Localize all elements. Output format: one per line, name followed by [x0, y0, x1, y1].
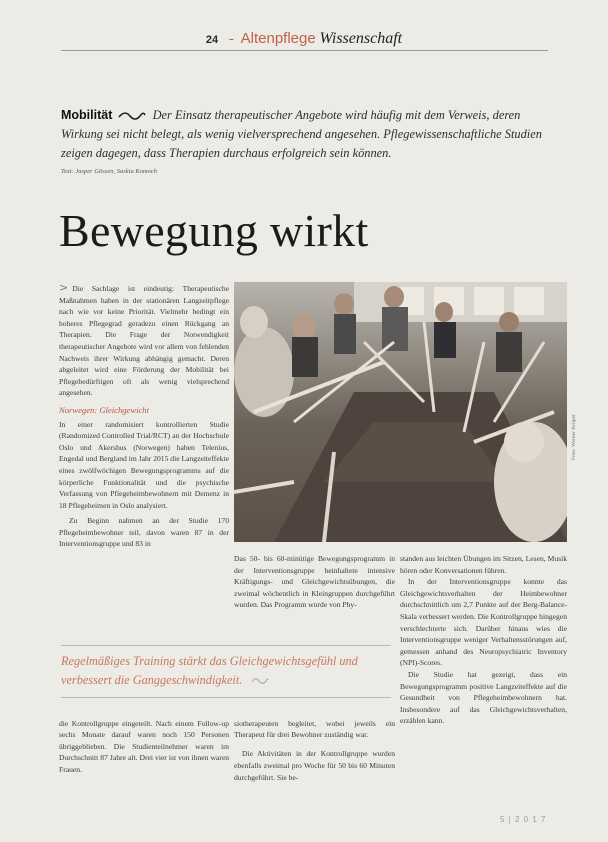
photo-illustration: [234, 282, 567, 542]
arrow-icon: >: [59, 281, 69, 294]
column-3: [400, 553, 567, 727]
teaser-text: Der Einsatz therapeutischer Angebote wird häufig mit dem Verweis, deren Wirkung sei nicht belegt, als wenig vielversprechend angesehen. Pflegewissenschaftliche Studien zeigen dagegen, dass Therapien durchaus erfolgreich sein können.: [61, 108, 542, 160]
body-paragraph: die Kontrollgruppe eingeteilt. Nach einem Follow-up sechs Monate darauf waren noch 150 Personen übriggeblieben. Die Studienteilnehmer waren im Durchschnitt 87 Jahre alt. Drei vier ist von ihnen waren Frauen.: [59, 718, 229, 774]
subheading: Norwegen: Gleichgewicht: [59, 404, 149, 415]
column-1: [59, 282, 229, 550]
pullquote-rule-top: [61, 645, 391, 646]
wave-icon: [118, 111, 146, 121]
section-name: Wissenschaft: [319, 30, 403, 47]
header-separator: -: [228, 31, 234, 47]
pullquote-text: Regelmäßiges Training stärkt das Gleichgewichtsgefühl und verbessert die Ganggeschwindigkeit.: [61, 654, 358, 687]
page-header: [0, 30, 608, 48]
header-rule: [61, 50, 548, 51]
page-number: 24: [205, 34, 219, 46]
body-paragraph: In einer randomisiert kontrollierten Studie (Randomized Controlled Trial/RCT) an der Hochschule Oslo und Akershus (Norwegen) haben Telenius, Engedal und Bergland im Jahr 2015 die Langzeiteffekte eines zwölfwöchigen Bewegungsprogramms auf die körperliche Funktionalität und die psychische Verfassung von Pflegeheimbewohnern mit Demenz in 18 Pflegeheimen in Oslo analysiert.: [59, 419, 229, 510]
column-5: [234, 710, 395, 791]
column-4: [59, 710, 229, 783]
body-paragraph: Die Aktivitäten in der Kontrollgruppe wurden ebenfalls zweimal pro Woche für 50 bis 60 Minuten durchgeführt. Sie be-: [234, 749, 395, 782]
pullquote: [61, 652, 391, 690]
body-paragraph: Die Studie hat gezeigt, dass ein Bewegungsprogramm positive Langzeiteffekte auf die Gesundheit von Pflegeheimbewohnern hat. Insbesondere auf das Gleichgewichtsverhalten, erzählen kann.: [400, 669, 567, 726]
pullquote-rule-bottom: [61, 697, 391, 698]
article-title: Bewegung wirkt: [59, 205, 369, 256]
issue-footer: 5 | 2 0 1 7: [500, 815, 547, 824]
body-paragraph: In der Interventionsgruppe konnte das Gleichgewichtsverhalten der Heimbewohner durchschnittlich um 2,7 Punkte auf der Berg-Balance-Skala verbessert werden. Die Kontrollgruppe hingegen verschlechterte sich. Darüber hinaus wies die Interventionsgruppe weniger Verhaltensstörungen auf, gemessen anhand des Neuropsychiatric Inventory (NPI)-Scores.: [400, 577, 568, 668]
body-paragraph: Das 50- bis 60-minütige Bewegungsprogramm in der Interventionsgruppe beinhaltete intensive Kräftigungs- und Gleichgewichtsübungen, die zweimal wöchentlich in Kleingruppen durchgeführt wurden. Das Programm wurde von Phy-: [234, 554, 395, 610]
body-paragraph: standen aus leichten Übungen im Sitzen, Lesen, Musik hören oder Konversationen führen.: [400, 554, 567, 575]
article-photo: [234, 282, 567, 542]
wave-icon: [251, 677, 269, 685]
magazine-brand: Altenpflege: [240, 30, 316, 47]
intro-paragraph: > Die Sachlage ist eindeutig: Therapeutische Maßnahmen haben in der stationären Langzeitpflege nach wie vor keine Priorität. Vielmehr bedingt ein hoheres Pflegegrad geradezu einen Rückgang an Therapien. Die Frage der Notwendigkeit therapeutischer Angebote wird vor allem von fehlenden Nachweis ihrer Wirkung abhängig gemacht. Deren abgeleitet wird eine Förderung der Mobilität bei Pflegebedürftigen oft als wenig vielsprechend angesehen.: [59, 281, 229, 398]
teaser: [61, 106, 561, 163]
author-credits: Text: Jasper Gössen, Saskia Komoch: [61, 168, 157, 175]
body-paragraph: siotherapeuten begleitet, wobei jeweils ein Therapeut für drei Bewohner zuständig war.: [234, 718, 395, 740]
body-paragraph: Zu Beginn nahmen an der Studie 170 Pflegeheimbewohner teil, davon waren 87 in der Interventionsgruppe und 83 in: [59, 516, 229, 549]
photo-credit: Foto: Werner Krüper: [571, 414, 577, 460]
kicker: Mobilität: [61, 108, 113, 122]
column-2: [234, 553, 395, 611]
